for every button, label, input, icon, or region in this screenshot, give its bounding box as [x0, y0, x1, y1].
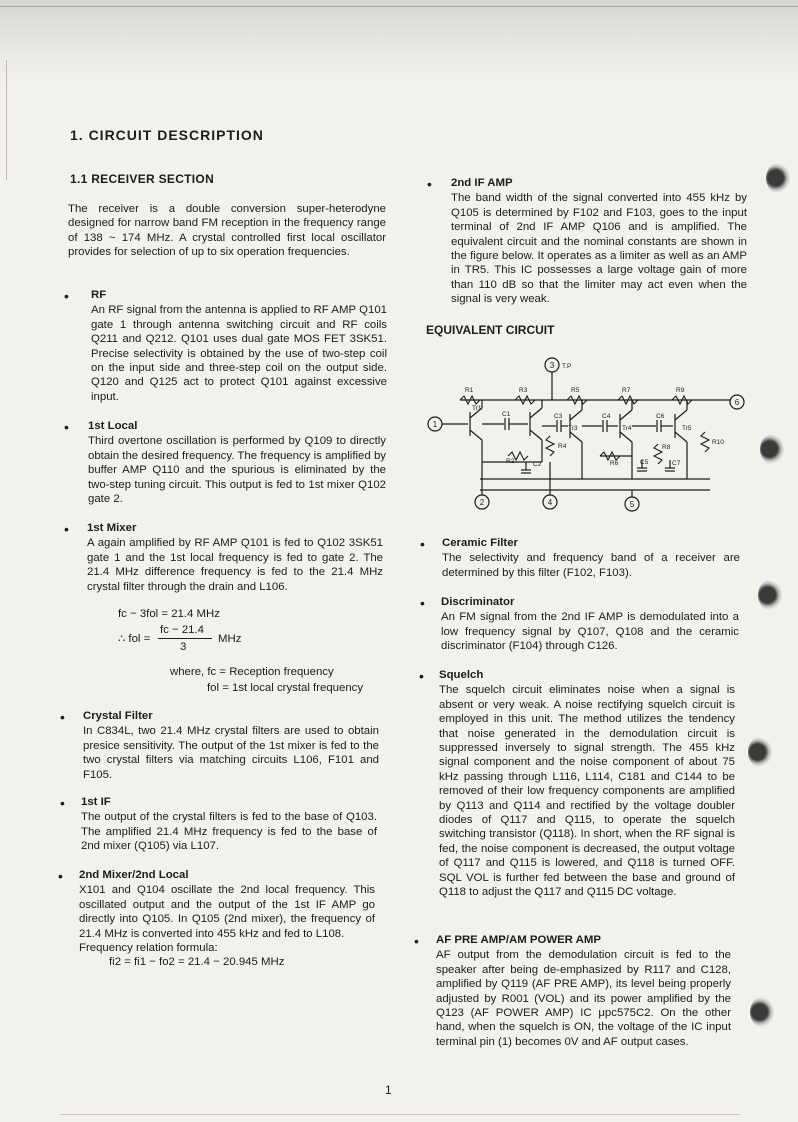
second-mixer-title: 2nd Mixer/2nd Local [79, 869, 189, 881]
r2-label: R2 [506, 458, 515, 465]
first-if-body: The output of the crystal filters is fed to the base of Q103. The amplified 21.4 MHz frequency is fed to the base of 2nd mixer (Q105) via L107. [81, 811, 377, 853]
page-title: 1. CIRCUIT DESCRIPTION [70, 127, 264, 143]
r6-label: R6 [610, 460, 619, 467]
formula-where-1: where, fc = Reception frequency [170, 666, 334, 678]
tr5-label: Tr5 [682, 425, 692, 432]
c1-label: C1 [502, 411, 511, 418]
r8-label: R8 [662, 444, 671, 451]
first-if-block [81, 795, 377, 854]
af-amp-block [436, 933, 731, 1049]
r9-label: R9 [676, 387, 685, 394]
intro-paragraph [68, 202, 386, 260]
first-local-title: 1st Local [88, 420, 138, 432]
formula-line1: fc − 3fol = 21.4 MHz [118, 608, 220, 620]
bullet-1st-mixer: • [64, 521, 69, 537]
c3-label: C3 [554, 413, 563, 420]
discriminator-body: An FM signal from the 2nd IF AMP is demodulated into a low frequency signal by Q107, Q108 and the ceramic discriminator (F104) through C126. [441, 611, 739, 653]
first-if-title: 1st IF [81, 796, 111, 808]
first-mixer-block [87, 521, 383, 594]
equivalent-circuit-diagram [420, 352, 750, 517]
bullet-1st-if: • [60, 795, 65, 811]
bullet-ceramic-filter: • [420, 536, 425, 552]
discriminator-block [441, 595, 739, 654]
scan-left-edge [6, 60, 7, 180]
c6-label: C6 [656, 413, 665, 420]
r1-label: R1 [465, 387, 474, 394]
second-if-body: The band width of the signal converted into 455 kHz by Q105 is determined by F102 and F103, goes to the input terminal of 2nd IF AMP Q106 and is amplified. The equivalent circuit and the nominal constants are shown in the figure below. It operates as a limiter as well as an AMP in TR5. This IC possesses a large voltage gain of more than 110 dB so that the limiter may act even when the signal is very weak. [451, 192, 747, 306]
crystal-filter-body: In C834L, two 21.4 MHz crystal filters are used to obtain presice sensitivity. The output of the 1st mixer is fed to the two crystal filters via matching circuits L106, F101 and F105. [83, 725, 379, 781]
scan-bottom-edge [60, 1114, 740, 1115]
c4-label: C4 [602, 413, 611, 420]
r7-label: R7 [622, 387, 631, 394]
ceramic-filter-title: Ceramic Filter [442, 537, 518, 549]
rf-body: An RF signal from the antenna is applied to RF AMP Q101 gate 1 through antenna switching circuit and RF coils Q211 and Q212. Q101 uses dual gate MOS FET 3SK51. Precise selectivity is obtained by the use of two-step coil on the input side and three-step coil on the output side. Q120 and Q125 act to protect Q101 against excessive input. [91, 304, 387, 403]
pin-1-label: 1 [432, 420, 438, 429]
relation-label: Frequency relation formula: [79, 942, 218, 955]
page-number: 1 [385, 1083, 392, 1097]
pin-6-label: 6 [734, 398, 740, 407]
bullet-squelch: • [419, 668, 424, 684]
section-heading: 1.1 RECEIVER SECTION [70, 172, 215, 186]
second-mixer-block [79, 868, 375, 970]
equivalent-circuit-heading: EQUIVALENT CIRCUIT [426, 323, 555, 337]
squelch-title: Squelch [439, 669, 484, 681]
pin-4-label: 4 [547, 498, 553, 507]
squelch-body: The squelch circuit eliminates noise when a signal is absent or very weak. A noise rectifying squelch circuit is employed in this unit. The method utilizes the tendency that noise generated in the demodulation circuit is suppressed inversely to signal strength. The 455 kHz signal component and the noise component of about 75 kHz passing through L116, L114, C181 and C144 to be removed of their low frequency components are amplified by Q113 and Q114 and rectified by the voltage doubler diodes of Q117 and Q115, to operate the squelch switching transistor (Q118). In short, when the RF signal is fed, the noise component is decreased, the output voltage of Q117 and Q115 is lowered, and Q118 is turned OFF. SQL VOL is further fed between the base and ground of Q118 to adjust the Q117 and Q115 DC voltage. [439, 684, 735, 899]
binder-hole [750, 997, 774, 1027]
r10-label: R10 [712, 439, 724, 446]
bullet-1st-local: • [64, 419, 69, 435]
binder-hole [760, 434, 784, 464]
tp-label: T.P [562, 363, 572, 370]
second-if-block [451, 176, 747, 307]
scan-edge-line [0, 6, 798, 7]
tr1-label: Tr1 [472, 405, 482, 412]
r3-label: R3 [519, 387, 528, 394]
bullet-2nd-mixer: • [58, 868, 63, 884]
formula-where-2: fol = 1st local crystal frequency [207, 682, 364, 694]
pin-5-label: 5 [629, 500, 635, 509]
af-amp-body: AF output from the demodulation circuit is fed to the speaker after being de-emphasized by R117 and C128, amplified by Q119 (AF PRE AMP), its level being properly adjusted by R001 (VOL) and its power amplified by the Q123 (AF POWER AMP) IC μpc575C2. On the other hand, when the squelch is ON, the voltage of the IC input terminal pin (1) becomes 0V and AF output cases. [436, 949, 731, 1048]
formula-denominator: 3 [180, 641, 187, 653]
r4-label: R4 [558, 443, 567, 450]
ceramic-filter-body: The selectivity and frequency band of a receiver are determined by this filter (F102, F103). [442, 552, 740, 579]
bullet-crystal-filter: • [60, 709, 65, 725]
tr3-label: Tr3 [568, 425, 578, 432]
first-local-body: Third overtone oscillation is performed by Q109 to directly obtain the desired frequency. The frequency is amplified by buffer AMP Q110 and the spurious is eliminated by the two-step tuning circuit. This output is fed to 1st mixer Q102 gate 2. [88, 435, 386, 506]
binder-hole [748, 737, 772, 767]
rf-title: RF [91, 289, 107, 301]
squelch-block [439, 668, 735, 900]
bullet-discriminator: • [420, 595, 425, 611]
binder-hole [766, 163, 790, 193]
second-mixer-body: X101 and Q104 oscillate the 2nd local frequency. This oscillated output and the output of the 1st IF AMP go directly into Q105. In Q105 (2nd mixer), the frequency of 21.4 MHz is converted into 455 kHz and fed to L108. [79, 884, 375, 940]
rf-block [91, 288, 387, 404]
first-local-block [88, 419, 386, 506]
bullet-rf: • [64, 288, 69, 304]
second-if-title: 2nd IF AMP [451, 177, 513, 189]
discriminator-title: Discriminator [441, 596, 515, 608]
r5-label: R5 [571, 387, 580, 394]
formula-unit: MHz [218, 633, 242, 645]
c2-label: C2 [533, 461, 542, 468]
bullet-af-amp: • [414, 933, 419, 949]
first-mixer-title: 1st Mixer [87, 522, 137, 534]
c7-label: C7 [672, 460, 681, 467]
formula-prefix: ∴ fol = [118, 633, 151, 645]
pin-2-label: 2 [479, 498, 485, 507]
relation-equation: fi2 = fi1 − fo2 = 21.4 − 20.945 MHz [109, 956, 285, 969]
fraction-bar [158, 638, 212, 639]
bullet-2nd-if: • [427, 176, 432, 192]
formula-numerator: fc − 21.4 [160, 624, 205, 636]
af-amp-title: AF PRE AMP/AM POWER AMP [436, 934, 601, 946]
crystal-filter-block [83, 709, 379, 782]
crystal-filter-title: Crystal Filter [83, 710, 153, 722]
binder-hole [758, 580, 782, 610]
scan-top-shadow [0, 0, 798, 92]
pin-3-label: 3 [549, 361, 555, 370]
c5-label: C5 [640, 459, 649, 466]
ceramic-filter-block [442, 536, 740, 580]
first-mixer-body: A again amplified by RF AMP Q101 is fed to Q102 3SK51 gate 1 and the 1st local frequency is fed to gate 2. The 21.4 MHz difference frequency is fed to the 21.4 MHz crystal filter through the drain and L106. [87, 537, 383, 593]
tr4-label: Tr4 [622, 425, 632, 432]
intro-text: The receiver is a double conversion super-heterodyne designed for narrow band FM reception in the frequency range of 138 ~ 174 MHz. A crystal controlled first local oscillator provides for selection of up to six operation frequencies. [68, 203, 386, 259]
